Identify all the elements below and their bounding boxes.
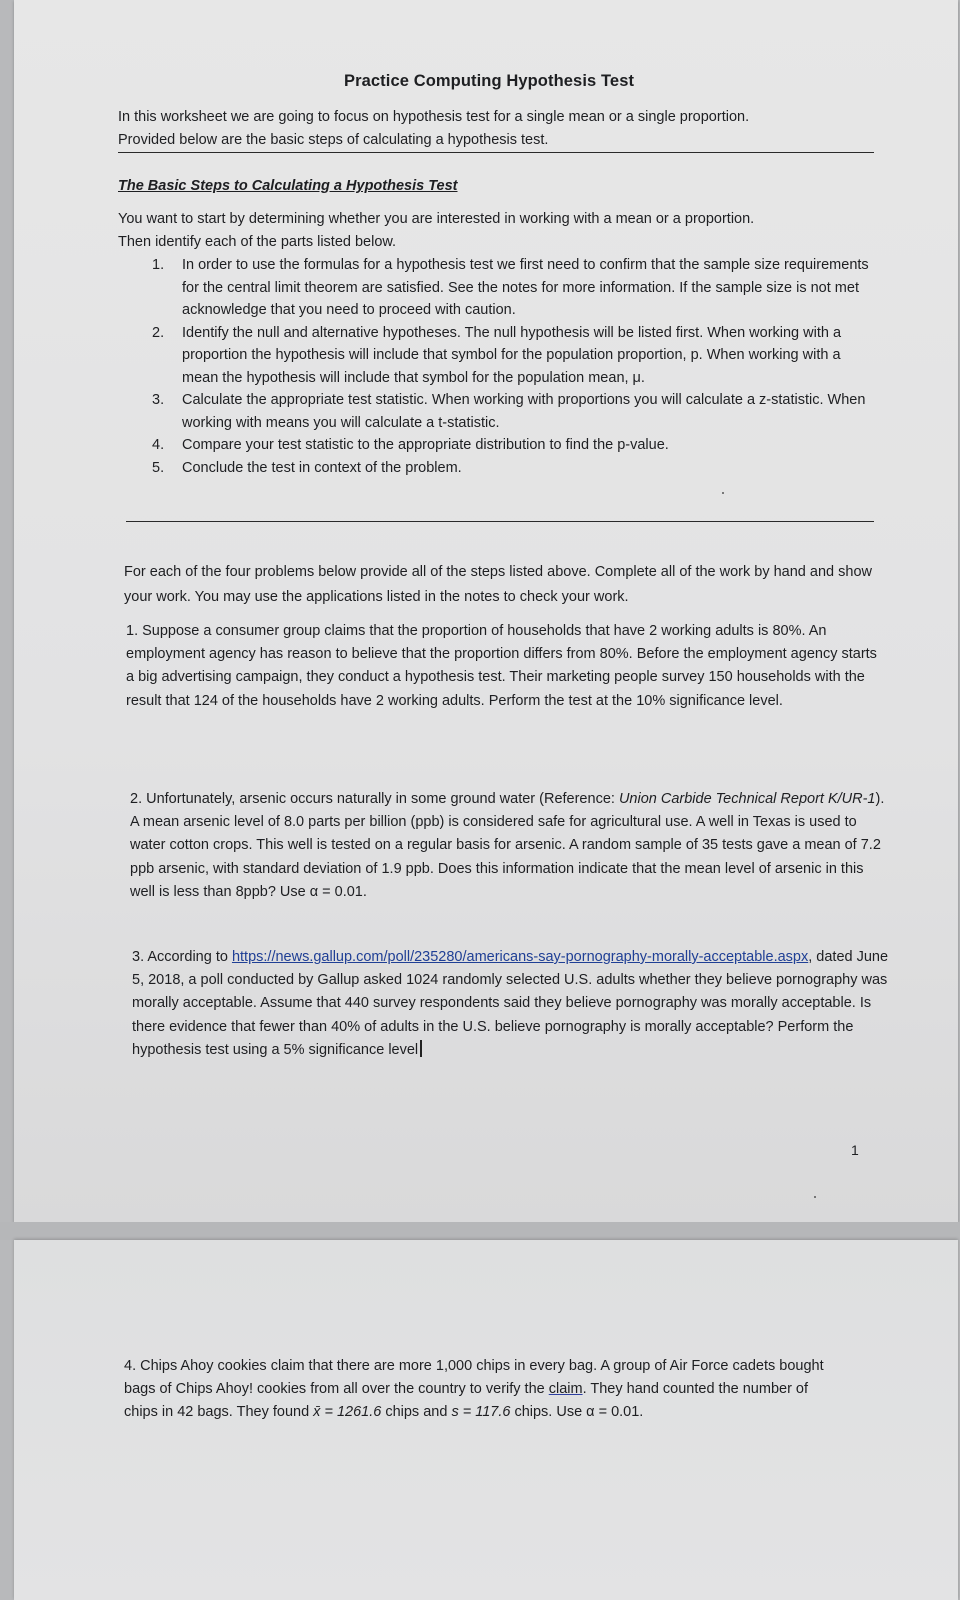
paragraph-line-1: You want to start by determining whether you are interested in working with a mean or a proportion. <box>118 211 755 227</box>
step-number: 4. <box>152 437 165 453</box>
gallup-link[interactable]: https://news.gallup.com/poll/235280/americans-say-pornography-morally-acceptable.aspx <box>231 949 809 965</box>
intro-line-1: In this worksheet we are going to focus on hypothesis test for a single mean or a single proportion. <box>118 109 750 125</box>
sample-mean: x̄ = 1261.6 <box>313 1404 382 1421</box>
section-paragraph <box>118 208 878 254</box>
instructions-text: For each of the four problems below provide all of the steps listed above. Complete all of the work by hand and show your work. You may use the applications listed in the notes to check your work. <box>124 564 872 605</box>
problem-3-text-end: , dated June 5, 2018, a poll conducted by Gallup asked 1024 randomly selected U.S. adults whether they believe pornography was morally acceptable. Assume that 440 survey respondents said they believe pornography was morally acceptable. Is there evidence that fewer than 40% of adults in the U.S. believe pornography is morally acceptable? Perform the hypothesis test using a 5% significance level <box>132 949 889 1058</box>
page-number: 1 <box>851 1142 859 1158</box>
step-number: 5. <box>152 459 165 476</box>
worksheet-page-1 <box>14 0 958 1222</box>
divider-middle <box>126 521 874 522</box>
step-item <box>150 457 870 480</box>
problem-3 <box>132 946 892 1062</box>
step-number: 1. <box>152 257 165 273</box>
problem-3-text-start: 3. According to <box>132 949 232 965</box>
problem-4-text-mid: . They hand counted the number of chips in 42 bags. They found <box>124 1381 809 1421</box>
step-text: Conclude the test in context of the problem. <box>182 459 462 476</box>
intro-line-2: Provided below are the basic steps of calculating a hypothesis test. <box>118 132 549 148</box>
problem-4-text-start: 4. Chips Ahoy cookies claim that there are more 1,000 chips in every bag. A group of Air Force cadets bought bags of Chips Ahoy! cookies from all over the country to verify the <box>124 1358 824 1398</box>
problem-4 <box>124 1355 824 1425</box>
step-item <box>150 389 870 434</box>
page-gap <box>0 1222 960 1240</box>
problem-2-text-start: 2. Unfortunately, arsenic occurs naturally in some ground water (Reference: <box>130 791 619 807</box>
step-text: Identify the null and alternative hypotheses. The null hypothesis will be listed first. When working with a proportion the hypothesis will include that symbol for the population proportion, p. When working with a mean the hypothesis will include that symbol for the population mean, μ. <box>182 324 842 386</box>
speck <box>814 1196 816 1198</box>
worksheet-page-2 <box>14 1240 958 1600</box>
step-number: 3. <box>152 392 165 408</box>
problem-2-text-end: ). A mean arsenic level of 8.0 parts per billion (ppb) is considered safe for agricultural use. A well in Texas is used to water cotton crops. This well is tested on a regular basis for arsenic. A random sample of 35 tests gave a mean of 7.2 ppb arsenic, with standard deviation of 1.9 ppb. Does this information indicate that the mean level of arsenic in this well is less than 8ppb? Use α = 0.01. <box>130 791 885 900</box>
sample-sd: s = 117.6 <box>451 1404 511 1421</box>
divider-top <box>118 152 874 153</box>
page-title: Practice Computing Hypothesis Test <box>344 72 635 90</box>
step-item <box>150 322 870 390</box>
step-number: 2. <box>152 324 165 341</box>
problem-4-text-mid2: chips and <box>381 1404 452 1421</box>
text-cursor <box>420 1040 422 1057</box>
speck <box>722 492 724 494</box>
step-text: Compare your test statistic to the appropriate distribution to find the p-value. <box>182 437 669 453</box>
step-item <box>150 254 870 322</box>
intro-text <box>118 106 878 152</box>
step-text: In order to use the formulas for a hypothesis test we first need to confirm that the sample size requirements for the central limit theorem are satisfied. See the notes for more information. If the sample size is not met acknowledge that you need to proceed with caution. <box>182 257 869 318</box>
section-heading: The Basic Steps to Calculating a Hypothesis Test <box>118 178 458 194</box>
problem-1: 1. Suppose a consumer group claims that the proportion of households that have 2 working adults is 80%. An employment agency has reason to believe that the proportion differs from 80%. Before the employment agency starts a big advertising campaign, they conduct a hypothesis test. Their marketing people survey 150 households with the result that 124 of the households have 2 working adults. Perform the test at the 10% significance level. <box>126 623 877 709</box>
step-text: Calculate the appropriate test statistic. When working with proportions you will calculate a z-statistic. When working with means you will calculate a t-statistic. <box>182 392 866 431</box>
problem-4-text-end: chips. Use α = 0.01. <box>510 1404 644 1421</box>
problem-2-reference: Union Carbide Technical Report K/UR-1 <box>618 791 876 807</box>
problem-2 <box>130 788 890 904</box>
step-item <box>150 434 870 457</box>
paragraph-line-2: Then identify each of the parts listed below. <box>118 234 397 250</box>
claim-word: claim <box>548 1381 583 1398</box>
steps-list <box>150 254 870 479</box>
